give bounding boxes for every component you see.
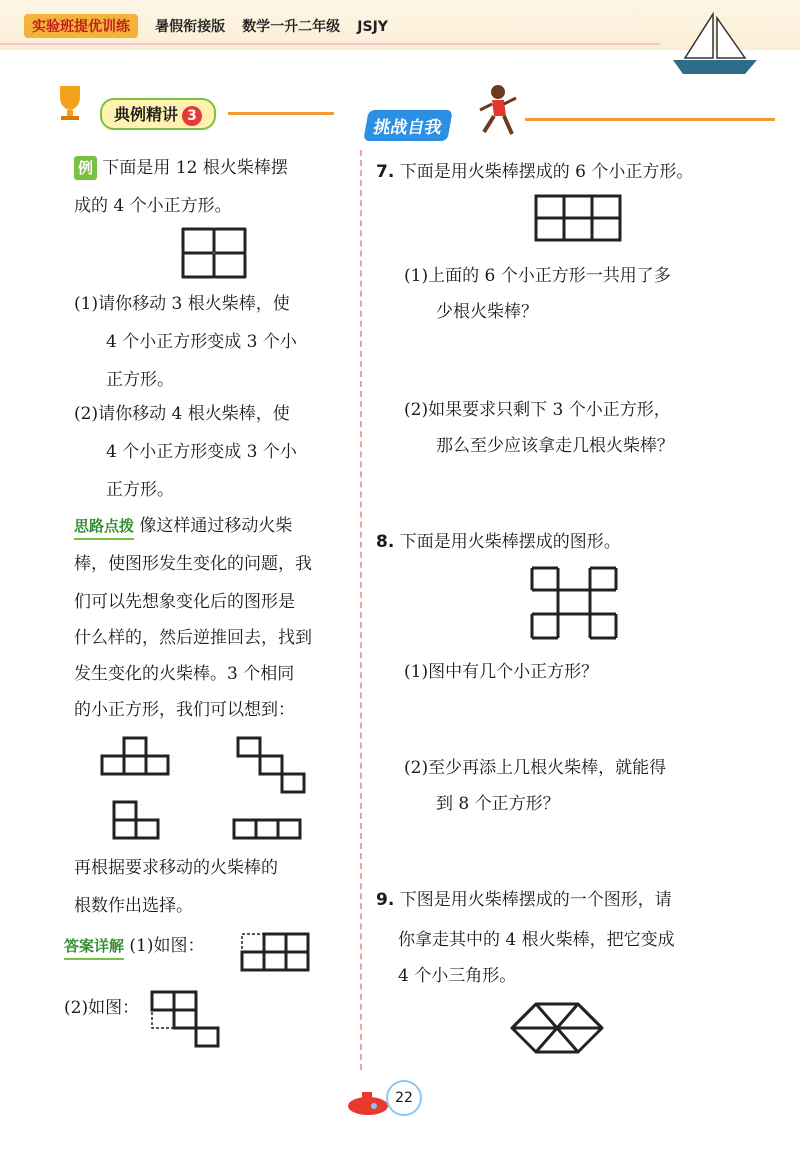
hint-after-line-2: 根数作出选择。 [74, 896, 193, 916]
example-tag: 例 [74, 156, 97, 180]
q9-line-2: 你拿走其中的 4 根火柴棒，把它变成 [398, 930, 675, 950]
q7-p1-line-2: 少根火柴棒？ [436, 302, 538, 322]
q7-p2-line-2: 那么至少应该拿走几根火柴棒？ [436, 436, 674, 456]
q9-triangle-figure [506, 1000, 610, 1060]
example-q1-line-3: 正方形。 [106, 370, 174, 390]
subject-label: 数学一升二年级 [242, 19, 341, 35]
answer-line-2: (2)如图： [64, 998, 140, 1018]
q8-p2-line-1: (2)至少再添上几根火柴棒，就能得 [404, 758, 667, 778]
example-q2-line-3: 正方形。 [106, 480, 174, 500]
answer-line-1: 答案详解 (1)如图： [64, 934, 205, 960]
runner-icon [472, 82, 524, 142]
hint-line-6: 的小正方形，我们可以想到： [74, 700, 295, 720]
hint-shape-row [232, 818, 312, 844]
example-section-number: 3 [182, 106, 202, 126]
q7-matchstick-figure [534, 194, 624, 246]
q7-p1-line-1: (1)上面的 6 个小正方形一共用了多 [404, 266, 671, 286]
example-line-1: 例 下面是用 12 根火柴棒摆 [74, 156, 288, 180]
q9-line-1: 9. 下图是用火柴棒摆成的一个图形，请 [376, 890, 672, 910]
q7-number: 7. [376, 162, 395, 182]
q9-number: 9. [376, 890, 395, 910]
hint-after-line-1: 再根据要求移动的火柴棒的 [74, 858, 278, 878]
hint-line-1: 思路点拨 像这样通过移动火柴 [74, 514, 292, 540]
hint-shape-l [112, 800, 172, 844]
header-row [24, 14, 388, 38]
example-matchstick-figure [180, 226, 250, 280]
hint-tag: 思路点拨 [74, 514, 134, 540]
edition-label: 暑假衔接版 [155, 19, 226, 35]
example-q1-line-2: 4 个小正方形变成 3 个小 [106, 332, 297, 352]
example-line-2: 成的 4 个小正方形。 [74, 196, 232, 216]
hint-shape-stairs [236, 736, 316, 798]
example-q2-line-1: (2)请你移动 4 根火柴棒，使 [74, 404, 290, 424]
column-divider [360, 150, 362, 1070]
q8-p2-line-2: 到 8 个正方形？ [436, 794, 560, 814]
example-section-line [228, 112, 334, 115]
code-label: JSJY [357, 19, 388, 35]
example-q2-line-2: 4 个小正方形变成 3 个小 [106, 442, 297, 462]
sailboat-icon [665, 8, 765, 78]
q8-matchstick-figure [528, 564, 620, 644]
q8-number: 8. [376, 532, 395, 552]
page-number: 22 [386, 1080, 422, 1116]
trophy-icon [50, 82, 90, 122]
q9-line-3: 4 个小三角形。 [398, 966, 517, 986]
hint-line-4: 什么样的，然后逆推回去，找到 [74, 628, 312, 648]
q8-stem: 8. 下面是用火柴棒摆成的图形。 [376, 532, 621, 552]
q7-stem: 7. 下面是用火柴棒摆成的 6 个小正方形。 [376, 162, 694, 182]
example-section-label: 典例精讲 3 [100, 98, 216, 130]
challenge-label: 挑战自我 [363, 110, 452, 141]
answer-2-figure [150, 990, 230, 1056]
answer-1-figure [240, 932, 320, 976]
example-q1-line-1: (1)请你移动 3 根火柴棒，使 [74, 294, 290, 314]
answer-tag: 答案详解 [64, 934, 124, 960]
challenge-section-line [525, 118, 775, 121]
hint-line-3: 们可以先想象变化后的图形是 [74, 592, 295, 612]
header-line [0, 43, 660, 45]
hint-line-5: 发生变化的火柴棒。3 个相同 [74, 664, 295, 684]
q8-p1: (1)图中有几个小正方形？ [404, 662, 599, 682]
hint-line-2: 棒，使图形发生变化的问题，我 [74, 554, 312, 574]
brand-label: 实验班提优训练 [24, 14, 138, 38]
hint-shape-t [100, 736, 180, 778]
q7-p2-line-1: (2)如果要求只剩下 3 个小正方形， [404, 400, 671, 420]
